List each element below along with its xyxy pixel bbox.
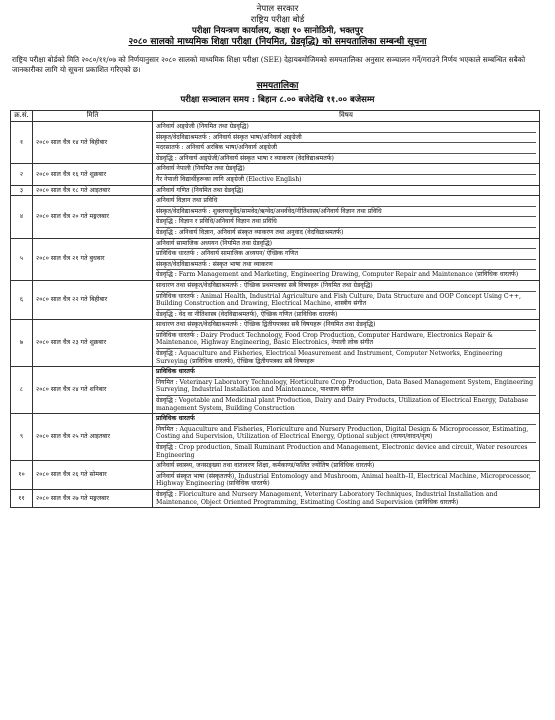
notice-title: २०८० सालको माध्यमिक शिक्षा परीक्षा (नियमित, ग्रेडवृद्धि) को समयतालिका सम्बन्धी सूचना	[128, 37, 427, 47]
subject-line: अनिवार्य नेपाली (नियमित तथा ग्रेडवृद्धि)	[156, 164, 536, 175]
subject-line: अनिवार्य संस्कृत भाषा (संस्कृततर्फ), Industrial Entomology and Mushroom, Animal health–II, Electrical Machine, Microprocessor, Highway Engineering (प्राविधिक धारतर्फ)	[156, 472, 531, 488]
row-subjects	[153, 461, 540, 490]
row-serial: ६	[11, 280, 33, 319]
letterhead	[10, 4, 545, 48]
row-subjects	[153, 280, 540, 319]
row-subjects	[153, 238, 540, 280]
row-subjects	[153, 196, 540, 238]
subject-line: अनिवार्य विज्ञान तथा प्रविधि	[156, 196, 536, 207]
subject-line: अनिवार्य गणित (नियमित तथा ग्रेडवृद्धि)	[156, 186, 244, 194]
subject-line: प्राविधिक धारतर्फ	[156, 367, 536, 378]
subject-line: अनिवार्य सामाजिक अध्ययन (नियमित तथा ग्रेडवृद्धि)	[156, 239, 536, 250]
row-serial: ११	[11, 489, 33, 507]
subject-line: प्राविधिक धारतर्फ : Dairy Product Technology, Food Crop Production, Computer Hardware, Electronics Repair & Maintenance, Highway Engineering, Basic Electronics, नेपाली लोक संगीत	[156, 331, 536, 349]
subject-line: ग्रेडवृद्धि : Crop production, Small Ruminant Production and Management, Electronic device and circuit, Water resources Engineering	[156, 444, 528, 459]
government-name: नेपाल सरकार	[256, 4, 299, 14]
row-date: २०८० साल चैत्र २० गते मङ्गलबार	[33, 196, 153, 238]
exam-time: परीक्षा सञ्चालन समय : बिहान ८.०० बजेदेखि ११.०० बजेसम्म	[180, 95, 375, 105]
table-row	[11, 367, 540, 414]
board-name: राष्ट्रिय परीक्षा बोर्ड	[250, 15, 305, 25]
schedule-title: समयतालिका	[256, 81, 299, 91]
subject-line: नियमित : Aquaculture and Fisheries, Floriculture and Nursery Production, Digital Design & Microprocessor, Estimating, Costing and Supervision, Utilization of Electrical Energy, Optional subject (गायन/वादन/नृत्य)	[156, 425, 536, 443]
row-subjects	[153, 185, 540, 196]
subject-line: गैर नेपाली विद्यार्थीहरूका लागि अङ्ग्रेजी (Elective English)	[156, 175, 302, 183]
table-row	[11, 122, 540, 164]
row-subjects	[153, 414, 540, 461]
row-subjects	[153, 367, 540, 414]
table-row	[11, 185, 540, 196]
row-subjects	[153, 489, 540, 507]
col-header-subject: विषय	[153, 111, 540, 122]
row-serial: ८	[11, 367, 33, 414]
row-serial: १	[11, 122, 33, 164]
row-date: २०८० साल चैत्र २२ गते बिहीबार	[33, 280, 153, 319]
row-subjects	[153, 320, 540, 367]
row-serial: २	[11, 164, 33, 185]
subject-line: प्राविधिक धारतर्फ : अनिवार्य सामाजिक अध्ययन/ ऐच्छिक गणित	[156, 249, 536, 260]
subject-line: संस्कृत/वेदविद्याश्रमतर्फ : शुक्लयजुर्वेद/सामवेद/ऋग्वेद/अथर्ववेद/नीतिशास्त्र/अनिवार्य विज्ञान तथा प्रविधि	[156, 207, 536, 218]
row-date: २०८० साल चैत्र २३ गते शुक्रबार	[33, 320, 153, 367]
subject-line: नियमित : Veterinary Laboratory Technology, Horticulture Crop Production, Data Based Management System, Engineering Surveying, Industrial Installation and Maintenance, पाश्चात्य संगीत	[156, 378, 536, 396]
subject-line: ग्रेडवृद्धि : Vegetable and Medicinal plant Production, Dairy and Dairy Products, Utilization of Electrical Energy, Database management System, Building Construction	[156, 397, 529, 412]
subject-line: ग्रेडवृद्धि : विज्ञान र प्रविधि/अनिवार्य विज्ञान तथा प्रविधि	[156, 217, 536, 228]
subject-line: प्राविधिक धारतर्फ : Animal Health, Industrial Agriculture and Fish Culture, Data Structure and OOP Concept Using C++, Building Construction and Drawing, Electrical Machine, शास्त्रीय संगीत	[156, 292, 536, 310]
row-date: २०८० साल चैत्र २५ गते आइतबार	[33, 414, 153, 461]
table-row	[11, 280, 540, 319]
subject-line: अनिवार्य स्वास्थ्य, जनसङ्ख्या तथा वातावरण शिक्षा, कर्मकाण्ड/फलित ज्योतिष (प्राविधिक धारतर्फ)	[156, 461, 536, 472]
subject-line: ग्रेडवृद्धि : अनिवार्य विज्ञान, अनिवार्य संस्कृत व्याकरण तथा अनुवाद (वेदविद्याश्रमतर्फ)	[156, 228, 344, 236]
row-date: २०८० साल चैत्र १८ गते आइतबार	[33, 185, 153, 196]
table-row	[11, 196, 540, 238]
table-row	[11, 414, 540, 461]
subject-line: ग्रेडवृद्धि : Farm Management and Marketing, Engineering Drawing, Computer Repair and Maintenance (प्राविधिक धारतर्फ)	[156, 271, 519, 279]
subject-line: ग्रेडवृद्धि : अनिवार्य अङ्ग्रेजी/अनिवार्य संस्कृत भाषा र व्याकरण (वेदविद्याश्रमतर्फ)	[156, 154, 334, 162]
office-name: परीक्षा नियन्त्रण कार्यालय, कक्षा १० सानोठिमी, भक्तपुर	[191, 26, 364, 36]
subject-line: संस्कृत/वेदविद्याश्रमतर्फ : अनिवार्य संस्कृत भाषा/अनिवार्य अङ्ग्रेजी	[156, 133, 536, 144]
subject-line: ग्रेडवृद्धि : Aquaculture and Fisheries, Electrical Measurement and Instrument, Computer Networks, Engineering Surveying (प्राविधिक धारतर्फ), ऐच्छिक द्वितीयपत्रका सबै विषयहरू	[156, 350, 503, 365]
subject-line: अनिवार्य अङ्ग्रेजी (नियमित तथा ग्रेडवृद्धि)	[156, 122, 536, 133]
subject-line: मदरसातर्फ : अनिवार्य अरबिक भाषा/अनिवार्य अङ्ग्रेजी	[156, 143, 536, 154]
table-row	[11, 238, 540, 280]
row-date: २०८० साल चैत्र १६ गते शुक्रबार	[33, 164, 153, 185]
row-date: २०८० साल चैत्र २४ गते शनिबार	[33, 367, 153, 414]
row-date: २०८० साल चैत्र २७ गते मङ्गलबार	[33, 489, 153, 507]
row-subjects	[153, 122, 540, 164]
col-header-date: मिति	[33, 111, 153, 122]
subject-line: साधारण तथा संस्कृत/वेदविद्याश्रमतर्फ : ऐच्छिक प्रथमपत्रका सबै विषयहरू (नियमित तथा ग्रेडवृद्धि)	[156, 281, 536, 292]
row-serial: १०	[11, 461, 33, 490]
row-serial: ३	[11, 185, 33, 196]
row-date: २०८० साल चैत्र २६ गते सोमबार	[33, 461, 153, 490]
subject-line: संस्कृत/वेदविद्याश्रमतर्फ : संस्कृत भाषा तथा व्याकरण	[156, 260, 536, 271]
row-serial: ४	[11, 196, 33, 238]
table-row	[11, 489, 540, 507]
table-header-row	[11, 111, 540, 122]
table-row	[11, 461, 540, 490]
row-date: २०८० साल चैत्र २१ गते बुधबार	[33, 238, 153, 280]
subject-line: प्राविधिक धारतर्फ	[156, 414, 536, 425]
subject-line: ग्रेडवृद्धि : Floriculture and Nursery Management, Veterinary Laboratory Techniques, Industrial Installation and Maintenance, Object Oriented Programming, Estimating Costing and Supervision (प्राविधिक धारतर्फ)	[156, 490, 498, 506]
row-subjects	[153, 164, 540, 185]
row-serial: ७	[11, 320, 33, 367]
intro-paragraph: राष्ट्रिय परीक्षा बोर्डको मिति २०८०/११/०७ को निर्णयानुसार २०८० सालको माध्यमिक शिक्षा परीक्षा (SEE) देहायबमोजिमको समयतालिका अनुसार सञ्चालन गर्ने/गराउने निर्णय भएकाले सम्बन्धित सबैको जानकारीका लागि यो सूचना प्रकाशित गरिएको छ।	[12, 55, 526, 74]
table-row	[11, 320, 540, 367]
row-serial: ५	[11, 238, 33, 280]
table-row	[11, 164, 540, 185]
subject-line: ग्रेडवृद्धि : वेद वा नीतिशास्त्र (वेदविद्याश्रमतर्फ), ऐच्छिक गणित (प्राविधिक धारतर्फ)	[156, 310, 338, 318]
row-date: २०८० साल चैत्र १४ गते बिहीबार	[33, 122, 153, 164]
schedule-table	[10, 110, 540, 508]
subject-line: साधारण तथा संस्कृत/वेदविद्याश्रमतर्फ : ऐच्छिक द्वितीयपत्रका सबै विषयहरू (नियमित तथा ग्रेडवृद्धि)	[156, 320, 536, 331]
row-serial: ९	[11, 414, 33, 461]
col-header-sn: क्र.सं.	[11, 111, 33, 122]
